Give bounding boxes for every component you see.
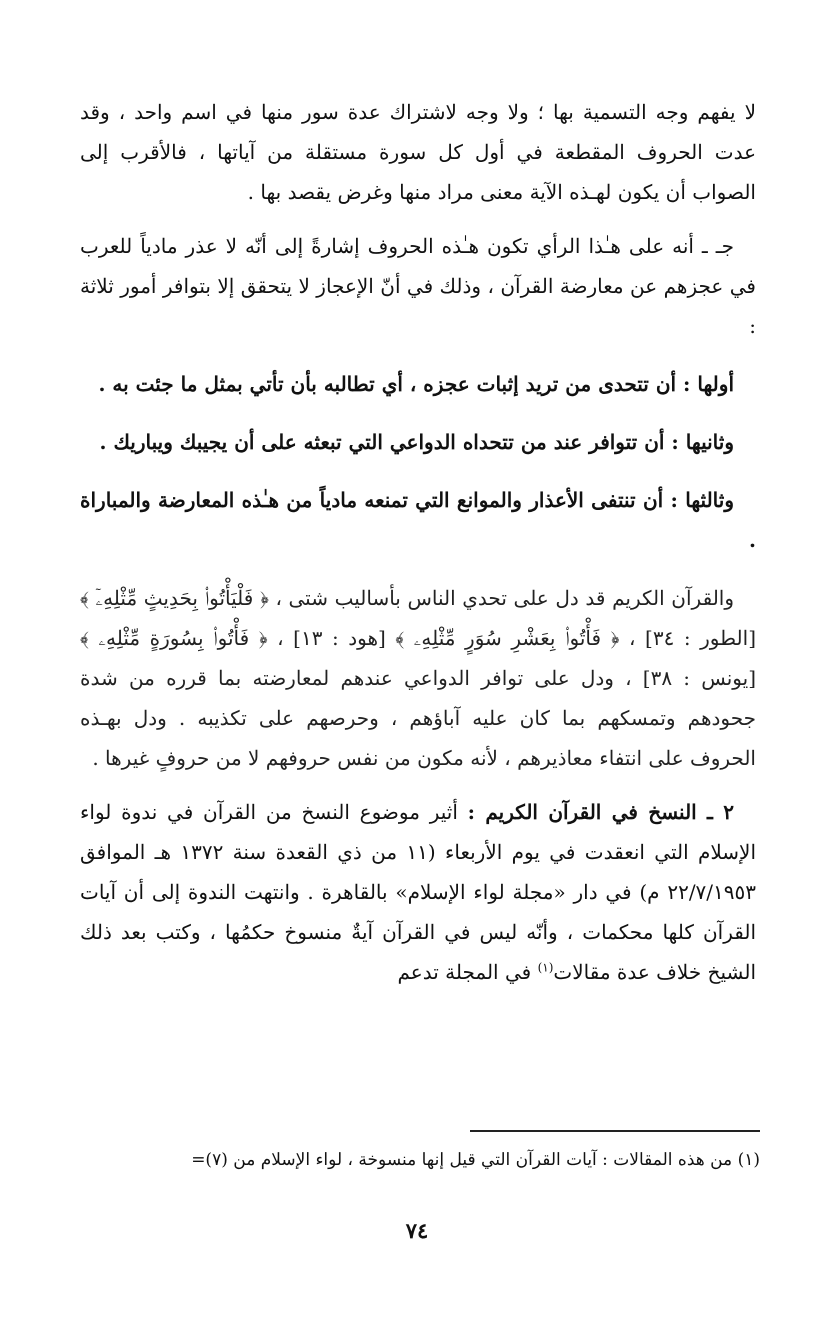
abrogation-text: أثير موضوع النسخ من القرآن في ندوة لواء الإسلام التي انعقدت في يوم الأربعاء (١١ من ذي القعدة سنة ١٣٧٢ هـ الموافق ٢٢/٧/١٩٥٣ م) في دار «مجلة لواء الإسلام» بالقاهرة . وانتهت الندوة إلى أن آيات القرآن كلها محكمات ، وأنّه ليس في القرآن آيةٌ منسوخ حكمُها ، وكتب بعد ذلك الشيخ خلاف عدة مقالات — [80, 800, 756, 984]
footnote-text: من هذه المقالات : آيات القرآن التي قيل إنها منسوخة ، لواء الإسلام من (٧)= — [191, 1150, 733, 1170]
section-heading-abrogation: ٢ ـ النسخ في القرآن الكريم : — [467, 800, 735, 824]
paragraph-second-condition: وثانيها : أن تتوافر عند من تتحداه الدواعي التي تبعثه على أن يجيبك ويباريك . — [99, 430, 734, 454]
footnote-number: (١) — [737, 1150, 760, 1170]
abrogation-text-end: في المجلة تدعم — [397, 960, 532, 984]
paragraph-quran-challenge: والقرآن الكريم قد دل على تحدي الناس بأساليب شتى ، ﴿ فَلْيَأْتُوا۟ بِحَدِيثٍ مِّثْلِهِۦٓ ﴾ [الطور : ٣٤] ، ﴿ فَأْتُوا۟ بِعَشْرِ سُوَرٍ مِّثْلِهِۦ ﴾ [هود : ١٣] ، ﴿ فَأْتُوا۟ بِسُورَةٍ مِّثْلِهِۦ ﴾ [يونس : ٣٨] ، ودل على توافر الدواعي عندهم لمعارضته بما قرره من شدة جحودهم وتمسكهم بما كان عليه آباؤهم ، وحرصهم على تكذيبه . ودل بهـذه الحروف على انتفاء معاذيرهم ، لأنه مكون من نفس حروفهم لا من حروفٍ غيرها . — [80, 586, 757, 770]
paragraph-first-condition: أولها : أن تتحدى من تريد إثبات عجزه ، أي تطالبه بأن تأتي بمثل ما جئت به . — [98, 372, 734, 396]
footnote-separator — [470, 1130, 760, 1132]
paragraph-abrogation — [80, 792, 756, 992]
paragraph-point-c: جـ ـ أنه على هـٰذا الرأي تكون هـٰذه الحروف إشارةً إلى أنّه لا عذر مادياً للعرب في عجزهم عن معارضة القرآن ، وذلك في أنّ الإعجاز لا يتحقق إلا بتوافر أمور ثلاثة : — [80, 234, 756, 338]
page-body — [80, 92, 756, 1006]
footnote — [60, 1145, 760, 1175]
paragraph-intro: لا يفهم وجه التسمية بها ؛ ولا وجه لاشتراك عدة سور منها في اسم واحد ، وقد عدت الحروف المقطعة في أول كل سورة مستقلة من آياتها ، فالأقرب إلى الصواب أن يكون لهـذه الآية معنى مراد منها وغرض يقصد بها . — [80, 100, 756, 204]
page-number: ٧٤ — [405, 1218, 429, 1243]
paragraph-third-condition: وثالثها : أن تنتفى الأعذار والموانع التي تمنعه مادياً من هـٰذه المعارضة والمباراة . — [80, 488, 756, 552]
footnote-reference[interactable]: (١) — [537, 960, 554, 975]
